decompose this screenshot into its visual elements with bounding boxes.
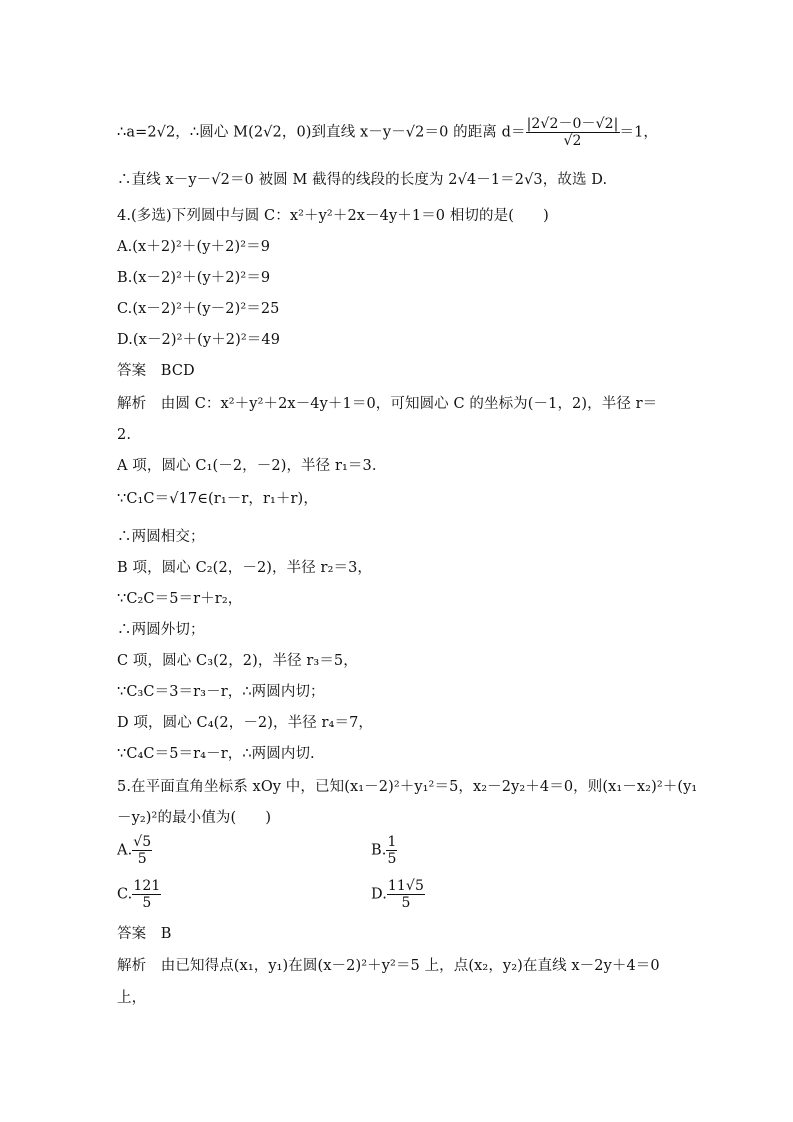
- question-5-option-c: [117, 878, 161, 911]
- analysis-4-line-2: 2.: [117, 427, 132, 443]
- option-d-label: D.: [371, 886, 387, 903]
- answer-5: 答案 B: [117, 926, 172, 942]
- question-5-stem-line-2: －y₂)²的最小值为( ): [117, 810, 272, 826]
- question-5-option-b: [371, 834, 397, 867]
- analysis-4-line-8: ∴两圆外切；: [117, 622, 205, 638]
- question-4-option-b: B.(x－2)²＋(y＋2)²＝9: [117, 270, 271, 286]
- option-b-num: 1: [387, 834, 397, 850]
- text-line-2: ∴直线 x－y－√2＝0 被圆 M 截得的线段的长度为 2√4－1＝2√3，故选 D.: [117, 172, 608, 188]
- analysis-5-line-2: 上，: [117, 990, 147, 1006]
- option-d-num: 11√5: [387, 878, 424, 894]
- analysis-4-line-12: ∵C₄C＝5＝r₄－r，∴两圆内切.: [117, 746, 315, 762]
- analysis-4-line-6: B 项，圆心 C₂(2，－2)，半径 r₂＝3，: [117, 560, 373, 576]
- option-b-den: 5: [387, 851, 397, 867]
- analysis-4-line-10: ∵C₃C＝3＝r₃－r，∴两圆内切；: [117, 684, 325, 700]
- option-b-label: B.: [371, 842, 387, 859]
- analysis-5-line-1: 解析 由已知得点(x₁，y₁)在圆(x－2)²＋y²＝5 上，点(x₂，y₂)在直线 x－2y＋4＝0: [117, 958, 660, 974]
- question-4-option-a: A.(x＋2)²＋(y＋2)²＝9: [117, 239, 271, 255]
- analysis-4-line-4: ∵C₁C＝√17∈(r₁－r，r₁＋r)，: [117, 491, 318, 507]
- option-a-den: 5: [137, 851, 147, 867]
- question-5-option-d: [371, 878, 425, 911]
- analysis-4-line-9: C 项，圆心 C₃(2，2)，半径 r₃＝5，: [117, 653, 358, 669]
- option-a-label: A.: [117, 842, 133, 859]
- analysis-4-line-1: 解析 由圆 C：x²＋y²＋2x－4y＋1＝0，可知圆心 C 的坐标为(－1，2)，半径 r＝: [117, 396, 658, 412]
- option-c-den: 5: [142, 895, 152, 911]
- question-5-stem-line-1: 5.在平面直角坐标系 xOy 中，已知(x₁－2)²＋y₁²＝5，x₂－2y₂＋4＝0，则(x₁－x₂)²＋(y₁: [117, 779, 698, 795]
- analysis-4-line-5: ∴两圆相交；: [117, 529, 205, 545]
- option-a-num: √5: [133, 834, 152, 850]
- option-c-num: 121: [133, 878, 161, 894]
- question-4-option-c: C.(x－2)²＋(y－2)²＝25: [117, 301, 280, 317]
- fraction-numerator: |2√2－0－√2|: [526, 116, 619, 132]
- question-4-option-d: D.(x－2)²＋(y＋2)²＝49: [117, 332, 281, 348]
- question-5-option-a: [117, 834, 152, 867]
- fraction-denominator: √2: [563, 133, 582, 149]
- option-c-label: C.: [117, 886, 133, 903]
- text-line-1: [117, 116, 658, 149]
- line-1a: ∴a=2√2，∴圆心 M(2√2，0)到直线 x－y－√2＝0 的距离 d＝: [117, 124, 526, 141]
- analysis-4-line-3: A 项，圆心 C₁(－2，－2)，半径 r₁＝3.: [117, 458, 377, 474]
- answer-4: 答案 BCD: [117, 363, 195, 379]
- line-1b: ＝1，: [619, 124, 659, 141]
- distance-fraction: [526, 116, 620, 149]
- option-d-den: 5: [401, 895, 411, 911]
- analysis-4-line-11: D 项，圆心 C₄(2，－2)，半径 r₄＝7，: [117, 715, 373, 731]
- question-4-stem: 4.(多选)下列圆中与圆 C：x²＋y²＋2x－4y＋1＝0 相切的是( ): [117, 208, 549, 224]
- analysis-4-line-7: ∵C₂C＝5＝r＋r₂，: [117, 591, 243, 607]
